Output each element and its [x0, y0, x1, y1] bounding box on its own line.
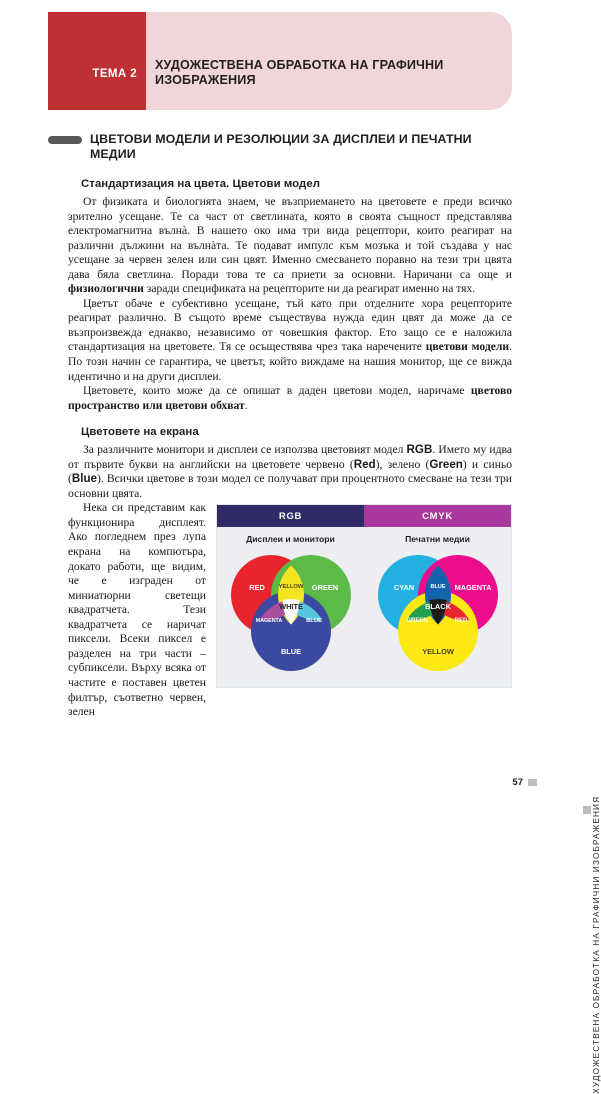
topic-title: ХУДОЖЕСТВЕНА ОБРАБОТКА НА ГРАФИЧНИ ИЗОБРАЖЕНИЯ	[155, 58, 444, 87]
paragraph-4-part-a: За различните монитори и дисплеи се използва цветовият модел	[83, 443, 407, 457]
figure-bar-rgb: RGB	[217, 505, 364, 527]
topic-banner-accent	[48, 12, 146, 110]
paragraph-4-part-d: ) и синьо (	[68, 457, 512, 486]
figure-half-cmyk	[364, 534, 511, 677]
paragraph-3-part-b: .	[244, 398, 248, 412]
paragraph-2-emphasis: цветови модели	[425, 340, 510, 354]
figure-half-rgb	[217, 534, 364, 677]
section-heading-text: ЦВЕТОВИ МОДЕЛИ И РЕЗОЛЮЦИИ ЗА ДИСПЛЕИ И ПЕЧАТНИ МЕДИИ	[90, 132, 472, 161]
rgb-label-blue: BLUE	[280, 647, 301, 657]
figure-caption-displays: Дисплеи и монитори	[246, 534, 335, 545]
paragraph-1-part-a: От физиката и биологията знаем, че възприемането на цветовете е преди всичко зрително усещане. Те са част от светлината, която в своята същност представлява електромагнитна вълнà. В нашето око има три вида рецептори, които реагират на различни дължини на вълнàта. Те подават импулс към мозъка и той създава у нас усещане за червен зелен или син цвят. Именно смесването поравно на тези три цвята дава бяла светлина. Поради това те са приети за основни. Наричани са още и	[68, 195, 512, 281]
rgb-label-white: WHITE	[278, 602, 303, 612]
running-head-vertical: ХУДОЖЕСТВЕНА ОБРАБОТКА НА ГРАФИЧНИ ИЗОБРАЖЕНИЯ	[592, 796, 601, 1094]
figure-body	[217, 527, 511, 687]
section-marker-bar	[48, 136, 82, 144]
topic-banner-body	[146, 12, 512, 110]
page-number-dot	[528, 779, 537, 786]
paragraph-3-emphasis: цветово пространство или цветови обхват	[68, 384, 512, 412]
page-number: 57	[512, 777, 523, 788]
body-column	[68, 178, 512, 720]
cmyk-label-red: RED	[454, 618, 467, 625]
paragraph-5: Нека си представим как функционира дисплеят. Ако погледнем през лупа екрана на компютъра, докато работи, ще видим, че е изграден от миниатюрни светещи квадратчета. Тези квадратчета се наричат пиксели. Всеки пиксел е разделен на три части – субпиксели. Върху всяка от частите е поставен цветен филтър, съответно червен, зелен	[68, 501, 206, 719]
figure-wrap-zone	[68, 501, 512, 719]
paragraph-4-term-green: Green	[429, 457, 463, 471]
rgb-label-red: RED	[248, 583, 265, 593]
paragraph-1-part-b: заради спецификата на рецепторите ни да реагират именно на тях.	[143, 282, 476, 296]
paragraph-4-term-red: Red	[353, 457, 376, 471]
page-number-group	[512, 777, 537, 788]
cmyk-label-black: BLACK	[424, 602, 451, 612]
topic-number-label: ТЕМА 2	[92, 68, 137, 80]
paragraph-4-part-e: ). Всички цветове в този модел се получават при процентното смесване на тези три основни цвята.	[68, 472, 512, 500]
cmyk-label-yellow: YELLOW	[421, 647, 454, 657]
rgb-label-cyan: BLUE	[305, 618, 322, 625]
rgb-venn-diagram	[226, 549, 356, 677]
rgb-label-magenta: MAGENTA	[255, 618, 282, 625]
paragraph-4-part-b: . Името му идва от първите букви на английски на цветовете червено (	[68, 443, 512, 471]
paragraph-1-emphasis: физиологични	[68, 282, 144, 296]
paragraph-3	[68, 384, 512, 413]
paragraph-4-term-blue: Blue	[71, 472, 97, 486]
cmyk-label-cyan: CYAN	[393, 583, 414, 593]
paragraph-2-part-a: Цветът обаче е субективно усещане, тъй като при отделните хора рецепторите реагират различно. В същото време съществува нужда един цвят да може да се възпроизвежда еднакво, независимо от човешкия фактор. Ето защо се е наложила стандартизация на цветовете. Тя се осъществява чрез така наречените	[68, 296, 512, 354]
subheading-screen-colors: Цветовете на екрана	[81, 426, 199, 439]
figure-caption-print: Печатни медии	[405, 534, 470, 545]
figure-header-bars	[217, 505, 511, 527]
cmyk-venn-diagram	[373, 549, 503, 677]
paragraph-1	[68, 195, 512, 297]
cmyk-label-green: GREEN	[405, 618, 428, 625]
paragraph-3-part-a: Цветовете, които може да се опишат в даден цветови модел, наричаме	[83, 384, 471, 398]
paragraph-4-part-c: ), зелено (	[375, 457, 430, 471]
paragraph-4	[68, 443, 512, 501]
cmyk-label-magenta: MAGENTA	[454, 583, 491, 593]
running-head-dot	[583, 806, 591, 814]
color-models-figure	[216, 504, 512, 688]
paragraph-2	[68, 297, 512, 384]
subheading-color-standardization: Стандартизация на цвета. Цветови модел	[81, 178, 320, 190]
figure-bar-cmyk: CMYK	[364, 505, 511, 527]
paragraph-4-term-rgb: RGB	[406, 443, 433, 457]
cmyk-label-blue: BLUE	[430, 584, 445, 591]
rgb-label-green: GREEN	[311, 583, 338, 593]
section-heading	[48, 132, 478, 161]
topic-banner	[48, 12, 512, 110]
paragraph-2-part-b: . По този начин се гарантира, че цветът, който виждаме на нашия монитор, ще се вижда идентично и на други дисплеи.	[68, 340, 512, 383]
rgb-label-yellow: YELLOW	[278, 584, 303, 591]
